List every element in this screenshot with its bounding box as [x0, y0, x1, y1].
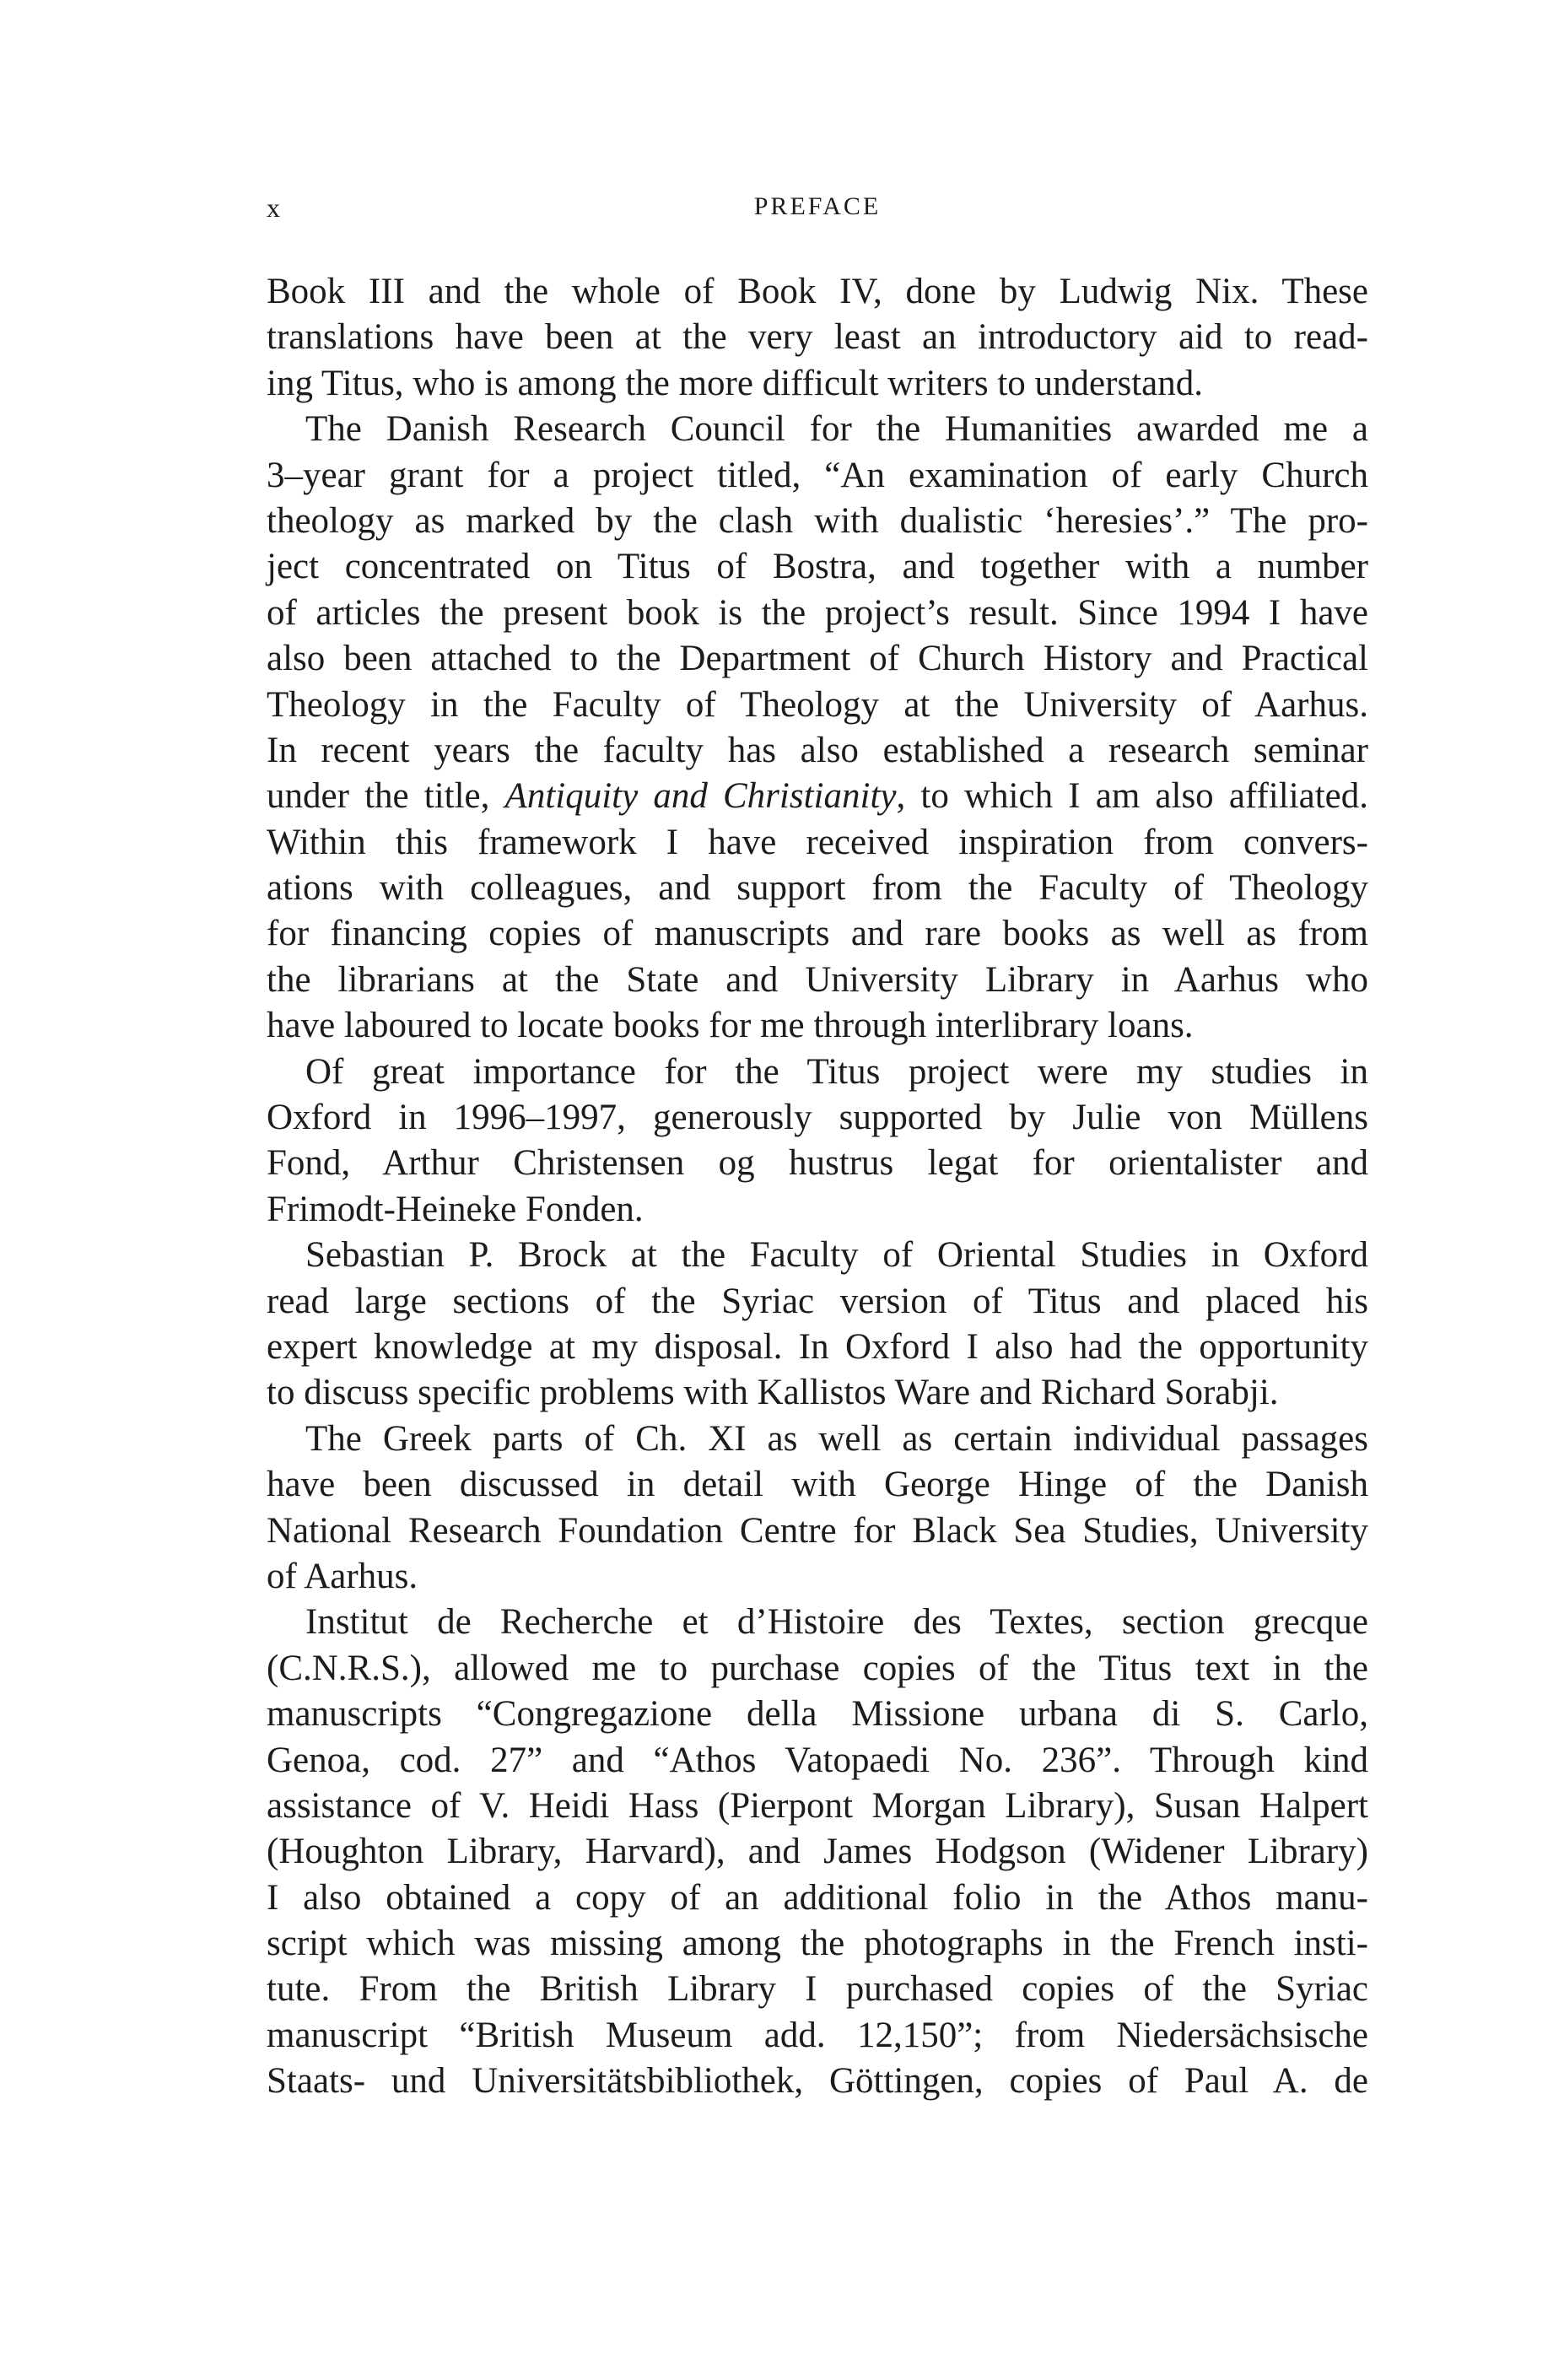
paragraph-first-line: The Danish Research Council for the Humanities awarded me a [305, 409, 1368, 450]
text-line: have been discussed in detail with George Hinge of the Danish [267, 1465, 1368, 1505]
text-line: Fond, Arthur Christensen og hustrus legat for orientalister and [267, 1143, 1368, 1184]
text-line: 3–year grant for a project titled, “An examination of early Church [267, 455, 1368, 495]
text-line: Book III and the whole of Book IV, done by Ludwig Nix. These [267, 272, 1368, 311]
text-line: translations have been at the very least an introductory aid to read- [267, 317, 1368, 358]
text-line: the librarians at the State and University Library in Aarhus who [267, 959, 1368, 1000]
text-line: In recent years the faculty has also established a research seminar [267, 730, 1368, 770]
text-line-with-italic [267, 774, 1368, 819]
text-line: manuscripts “Congregazione della Missione urbana di S. Carlo, [267, 1694, 1368, 1735]
text-line: ations with colleagues, and support from the Faculty of Theology [267, 868, 1368, 909]
text-line: tute. From the British Library I purchased copies of the Syriac [267, 1969, 1368, 2010]
paragraph-first-line: Of great importance for the Titus project were my studies in [305, 1051, 1368, 1092]
text-line: ject concentrated on Titus of Bostra, and together with a number [267, 547, 1368, 587]
text-line: assistance of V. Heidi Hass (Pierpont Morgan Library), Susan Halpert [267, 1785, 1368, 1826]
text-line: ing Titus, who is among the more difficult writers to understand. [267, 363, 1203, 403]
text-line: Oxford in 1996–1997, generously supported by Julie von Müllens [267, 1098, 1368, 1138]
paragraph-first-line: Institut de Recherche et d’Histoire des Textes, section grecque [305, 1602, 1368, 1643]
text-line: for financing copies of manuscripts and rare books as well as from [267, 914, 1368, 954]
text-line: to discuss specific problems with Kallistos Ware and Richard Sorabji. [267, 1373, 1279, 1413]
body-text [267, 269, 1368, 2105]
page-number: x [267, 192, 282, 223]
text-line: script which was missing among the photographs in the French insti- [267, 1924, 1368, 1964]
text-line: I also obtained a copy of an additional folio in the Athos manu- [267, 1877, 1368, 1918]
text-line: also been attached to the Department of Church History and Practical [267, 639, 1368, 679]
text-line: of articles the present book is the project’s result. Since 1994 I have [267, 592, 1368, 633]
text-line: Theology in the Faculty of Theology at the University of Aarhus. [267, 684, 1368, 725]
running-head [267, 192, 1368, 229]
paragraph-first-line: Sebastian P. Brock at the Faculty of Oriental Studies in Oxford [305, 1235, 1368, 1276]
text-span: under the title, [267, 776, 505, 817]
text-line: Genoa, cod. 27” and “Athos Vatopaedi No. 236”. Through kind [267, 1740, 1368, 1780]
text-line: of Aarhus. [267, 1556, 418, 1596]
text-span: , to which I am also affiliated. [896, 776, 1369, 817]
paragraph-first-line: The Greek parts of Ch. XI as well as certain individual passages [305, 1418, 1368, 1459]
text-line: read large sections of the Syriac version of Titus and placed his [267, 1281, 1368, 1321]
text-line: (C.N.R.S.), allowed me to purchase copies of the Titus text in the [267, 1648, 1368, 1688]
text-line: Within this framework I have received inspiration from convers- [267, 822, 1368, 862]
text-line: manuscript “British Museum add. 12,150”; from Niedersächsische [267, 2015, 1368, 2055]
seminar-title: Antiquity and Christianity [504, 776, 897, 817]
text-line: expert knowledge at my disposal. In Oxford I also had the opportunity [267, 1326, 1368, 1367]
text-line: (Houghton Library, Harvard), and James Hodgson (Widener Library) [267, 1832, 1368, 1872]
text-line: Staats- und Universitätsbibliothek, Göttingen, copies of Paul A. de [267, 2061, 1368, 2102]
text-line: theology as marked by the clash with dualistic ‘heresies’.” The pro- [267, 500, 1368, 541]
text-line: have laboured to locate books for me through interlibrary loans. [267, 1006, 1194, 1046]
text-line: National Research Foundation Centre for Black Sea Studies, University [267, 1510, 1368, 1551]
text-line: Frimodt-Heineke Fonden. [267, 1189, 644, 1229]
running-title: PREFACE [753, 192, 882, 220]
